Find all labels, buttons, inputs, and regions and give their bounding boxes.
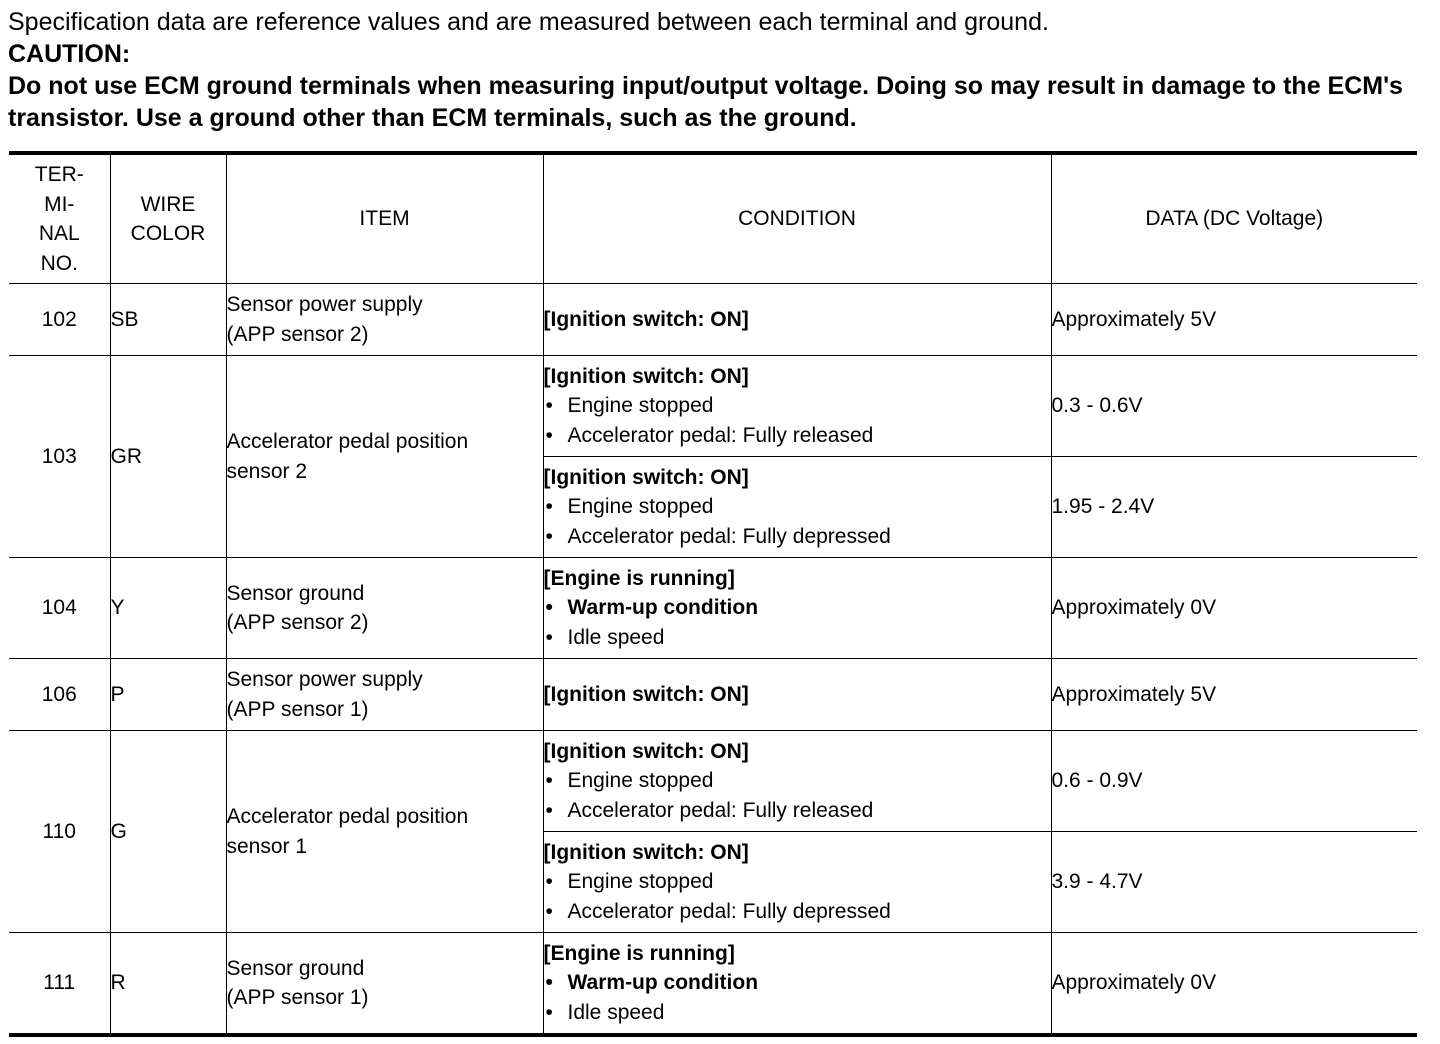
- terminal-number: 102: [9, 284, 110, 356]
- wire-color: P: [110, 659, 226, 731]
- condition-heading: [Ignition switch: ON]: [543, 682, 749, 706]
- condition-heading: [Ignition switch: ON]: [543, 364, 749, 388]
- condition-bullet: • Engine stopped: [544, 391, 1051, 421]
- caution-body: Do not use ECM ground terminals when measuring input/output voltage. Doing so may result in damage to the ECM's transistor. Use a ground other than ECM terminals, such as the ground.: [8, 72, 1403, 132]
- voltage-data: Approximately 5V: [1051, 284, 1417, 356]
- item-line: (APP sensor 1): [226, 697, 369, 721]
- header-row: [9, 153, 1417, 284]
- voltage-data: Approximately 0V: [1051, 558, 1417, 659]
- item-description: [226, 933, 543, 1036]
- item-line: Sensor power supply: [226, 668, 423, 691]
- condition-cell: [543, 284, 1051, 356]
- item-line: sensor 2: [226, 459, 308, 483]
- header-terminal-line: TER-: [34, 163, 84, 186]
- item-line: Accelerator pedal position: [226, 805, 469, 828]
- item-line: (APP sensor 2): [226, 611, 369, 634]
- condition-cell: [543, 356, 1051, 457]
- header-condition: CONDITION: [543, 153, 1051, 284]
- wire-color: SB: [110, 284, 226, 356]
- condition-cell: [543, 558, 1051, 659]
- condition-cell: [543, 832, 1051, 933]
- header-terminal-line: NAL: [38, 222, 80, 245]
- table-body: [9, 284, 1417, 1036]
- table-row: [9, 933, 1417, 1036]
- condition-bullet: • Engine stopped: [544, 492, 1051, 522]
- condition-cell: [543, 731, 1051, 832]
- voltage-data: 3.9 - 4.7V: [1051, 832, 1417, 933]
- voltage-data: Approximately 5V: [1051, 659, 1417, 731]
- wire-color: Y: [110, 558, 226, 659]
- voltage-data: Approximately 0V: [1051, 933, 1417, 1036]
- header-wire-color: [110, 153, 226, 284]
- condition-bullet: • Accelerator pedal: Fully depressed: [544, 522, 1051, 552]
- item-line: Sensor ground: [226, 581, 365, 605]
- voltage-data: 0.6 - 0.9V: [1051, 731, 1417, 832]
- item-description: [226, 731, 543, 933]
- item-line: Accelerator pedal position: [226, 430, 469, 453]
- header-terminal: [9, 153, 110, 284]
- table-row: [9, 284, 1417, 356]
- condition-cell: [543, 933, 1051, 1036]
- condition-heading: [Engine is running]: [543, 941, 735, 965]
- terminal-spec-table: [9, 151, 1417, 1037]
- item-line: Sensor ground: [226, 956, 365, 980]
- header-terminal-line: NO.: [40, 251, 78, 275]
- table-row: [9, 356, 1417, 457]
- terminal-number: 106: [9, 659, 110, 731]
- condition-bullet: • Engine stopped: [544, 867, 1051, 897]
- header-data: DATA (DC Voltage): [1051, 153, 1417, 284]
- condition-heading: [Ignition switch: ON]: [543, 739, 749, 763]
- terminal-number: 111: [9, 933, 110, 1036]
- condition-bullet: • Accelerator pedal: Fully depressed: [544, 897, 1051, 927]
- condition-heading: [Ignition switch: ON]: [543, 465, 749, 489]
- header-wire-line: WIRE: [140, 192, 196, 216]
- condition-bullet: • Accelerator pedal: Fully released: [544, 421, 1051, 451]
- header-terminal-line: MI-: [44, 192, 75, 216]
- condition-bullet: • Engine stopped: [544, 766, 1051, 796]
- condition-bullet: • Idle speed: [544, 623, 1051, 653]
- terminal-number: 110: [9, 731, 110, 933]
- condition-bullet: • Warm-up condition: [544, 593, 1051, 623]
- condition-bullet: • Idle speed: [544, 998, 1051, 1028]
- header-item: ITEM: [226, 153, 543, 284]
- item-description: [226, 356, 543, 558]
- condition-bullet: • Warm-up condition: [544, 968, 1051, 998]
- terminal-number: 104: [9, 558, 110, 659]
- condition-cell: [543, 457, 1051, 558]
- caution-title: CAUTION:: [8, 40, 131, 68]
- condition-heading: [Engine is running]: [543, 566, 735, 590]
- terminal-number: 103: [9, 356, 110, 558]
- table-row: [9, 731, 1417, 832]
- item-line: sensor 1: [226, 834, 308, 858]
- voltage-data: 0.3 - 0.6V: [1051, 356, 1417, 457]
- condition-bullet: • Accelerator pedal: Fully released: [544, 796, 1051, 826]
- item-line: Sensor power supply: [226, 293, 423, 316]
- item-line: (APP sensor 1): [226, 986, 369, 1009]
- wire-color: G: [110, 731, 226, 933]
- wire-color: R: [110, 933, 226, 1036]
- item-description: [226, 284, 543, 356]
- table-row: [9, 659, 1417, 731]
- condition-heading: [Ignition switch: ON]: [543, 840, 749, 864]
- item-description: [226, 558, 543, 659]
- table-row: [9, 558, 1417, 659]
- voltage-data: 1.95 - 2.4V: [1051, 457, 1417, 558]
- condition-cell: [543, 659, 1051, 731]
- item-line: (APP sensor 2): [226, 322, 369, 346]
- header-wire-line: COLOR: [130, 222, 206, 245]
- spec-note: Specification data are reference values and are measured between each terminal and ground.: [8, 8, 1049, 36]
- item-description: [226, 659, 543, 731]
- condition-heading: [Ignition switch: ON]: [543, 307, 749, 331]
- wire-color: GR: [110, 356, 226, 558]
- intro-text: [8, 6, 1418, 134]
